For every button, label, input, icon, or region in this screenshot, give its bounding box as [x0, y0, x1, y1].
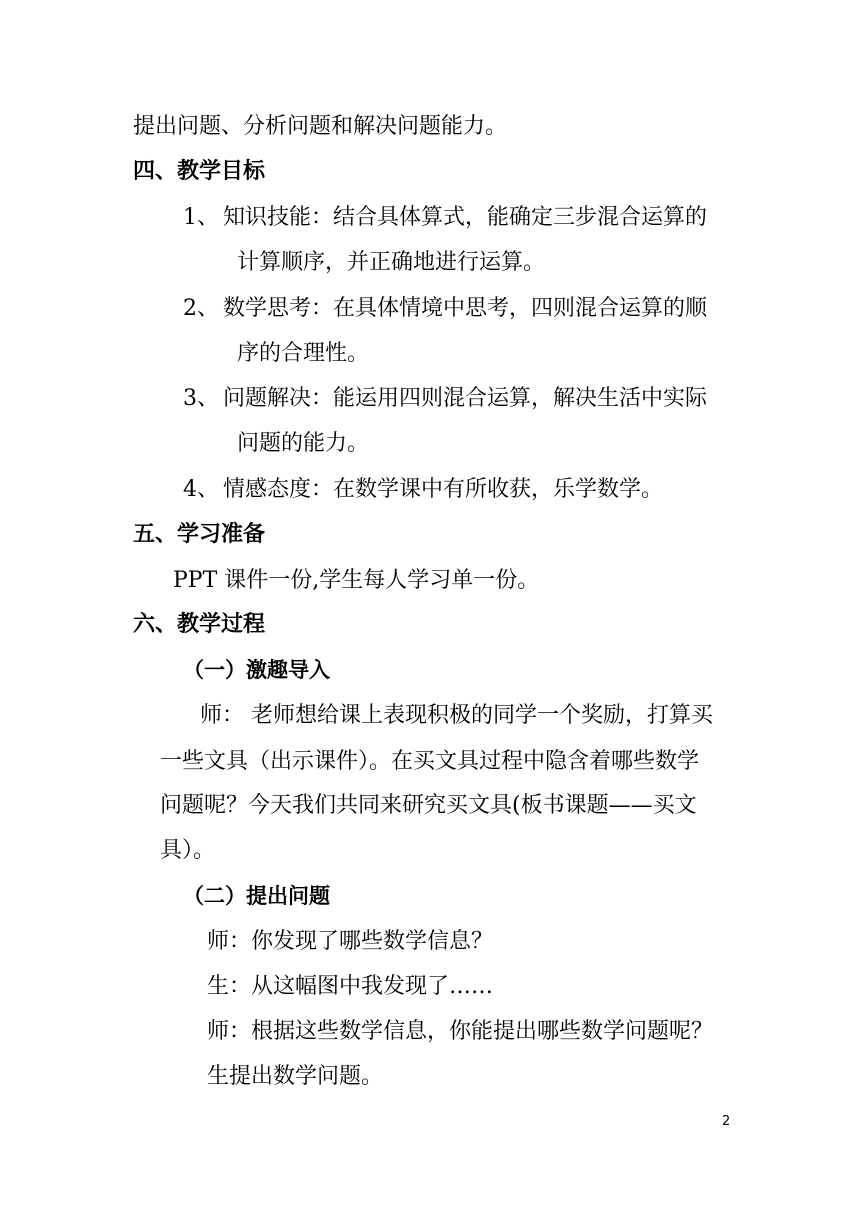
objective-2-text: 数学思考：在具体情境中思考，四则混合运算的顺: [223, 296, 708, 321]
objective-4-line-1: [183, 475, 663, 505]
intro-continuation: 提出问题、分析问题和解决问题能力。: [133, 114, 508, 139]
section-5-text: PPT 课件一份,学生每人学习单一份。: [173, 568, 540, 593]
part-2-line-4: 生提出数学问题。: [207, 1064, 384, 1089]
section-5-heading: 五、学习准备: [133, 522, 266, 547]
objective-3-number: 3、: [183, 386, 219, 411]
objective-1-line-2: 计算顺序，并正确地进行运算。: [237, 250, 546, 275]
objective-3-line-1: [183, 384, 707, 414]
objective-1-line-1: [183, 203, 707, 233]
part-1-line-1: 师： 老师想给课上表现积极的同学一个奖励，打算买: [200, 703, 713, 728]
part-1-line-3: 问题呢？今天我们共同来研究买文具(板书课题——买文: [160, 793, 697, 818]
part-1-line-2: 一些文具（出示课件）。在买文具过程中隐含着哪些数学: [160, 749, 700, 774]
objective-2-number: 2、: [183, 296, 219, 321]
objective-1-text: 知识技能：结合具体算式，能确定三步混合运算的: [223, 205, 708, 230]
objective-1-number: 1、: [183, 205, 219, 230]
part-2-line-2: 生：从这幅图中我发现了……: [207, 974, 494, 999]
page-number: 2: [722, 1114, 731, 1129]
part-1-heading: （一）激趣导入: [183, 658, 330, 682]
section-4-heading: 四、教学目标: [133, 159, 266, 184]
part-2-heading: （二）提出问题: [183, 884, 330, 908]
objective-3-line-2: 问题的能力。: [237, 431, 370, 456]
part-2-line-1: 师：你发现了哪些数学信息？: [207, 929, 494, 954]
section-6-heading: 六、教学过程: [133, 612, 266, 637]
objective-4-text: 情感态度：在数学课中有所收获，乐学数学。: [223, 477, 664, 502]
objective-2-line-2: 序的合理性。: [237, 341, 370, 366]
part-2-line-3: 师：根据这些数学信息，你能提出哪些数学问题呢？: [207, 1019, 714, 1044]
objective-4-number: 4、: [183, 477, 219, 502]
part-1-line-4: 具）。: [160, 838, 216, 863]
objective-3-text: 问题解决：能运用四则混合运算，解决生活中实际: [223, 386, 708, 411]
objective-2-line-1: [183, 294, 707, 324]
